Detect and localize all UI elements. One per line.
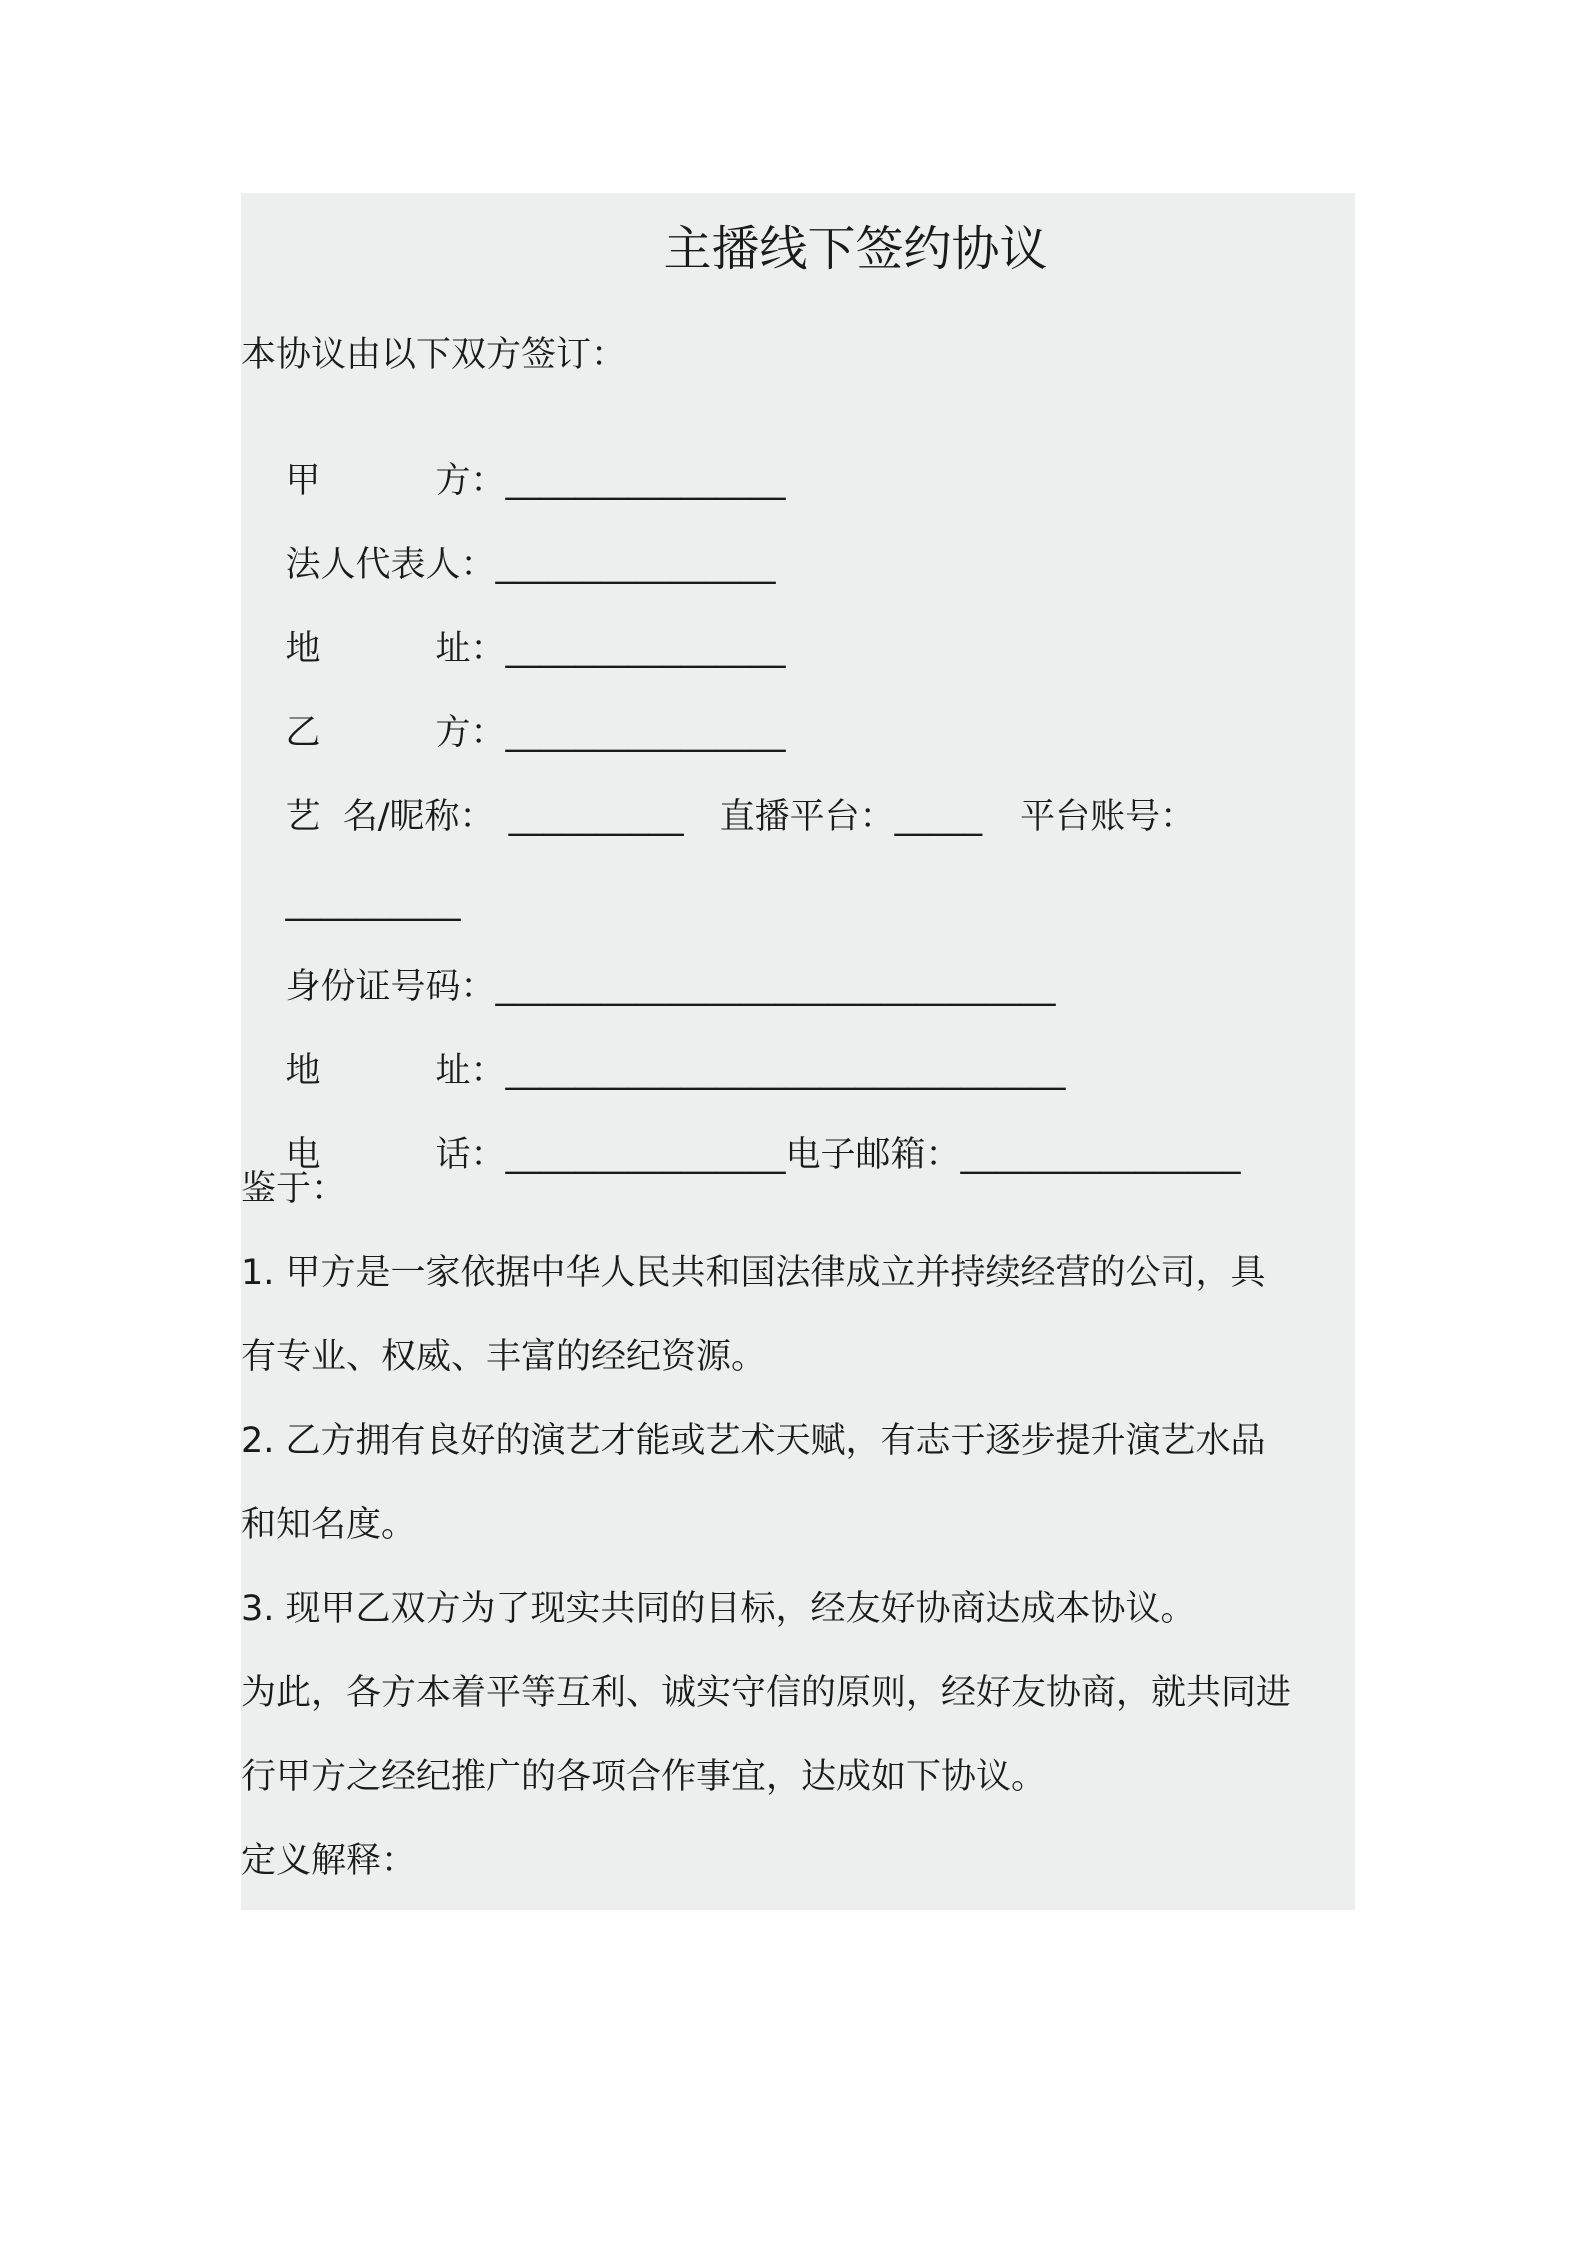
id-number-blank[interactable]: ________________________________ [495, 967, 1056, 1007]
account-label: 平台账号： [1020, 797, 1196, 837]
party-b-address-label-first: 地 [285, 1051, 321, 1091]
clause-3: 3. 现甲乙双方为了现实共同的目标，经友好协商达成本协议。 [241, 1589, 1196, 1629]
party-a-address-label-last: 址： [435, 629, 506, 669]
email-blank[interactable]: ________________ [960, 1135, 1241, 1175]
party-a-label-first: 甲 [285, 461, 321, 501]
id-number-label: 身份证号码： [285, 967, 496, 1007]
whereas-label: 鉴于： [241, 1169, 347, 1209]
document-title: 主播线下签约协议 [663, 221, 1048, 277]
phone-blank[interactable]: ________________ [505, 1135, 786, 1175]
document-page [241, 193, 1355, 1910]
definitions-label: 定义解释： [241, 1841, 417, 1881]
phone-label-first: 电 [285, 1135, 321, 1175]
legal-rep-label: 法人代表人： [285, 545, 496, 585]
clause-1-line-1: 1. 甲方是一家依据中华人民共和国法律成立并持续经营的公司，具 [241, 1253, 1266, 1293]
party-b-label-last: 方： [435, 713, 506, 753]
account-blank[interactable]: __________ [285, 882, 461, 922]
platform-blank[interactable]: _____ [894, 797, 983, 837]
email-label: 电子邮箱： [785, 1135, 961, 1175]
closing-line-1: 为此，各方本着平等互利、诚实守信的原则，经好友协商，就共同进 [241, 1673, 1292, 1713]
clause-1-line-2: 有专业、权威、丰富的经纪资源。 [241, 1337, 767, 1377]
party-a-address-label-first: 地 [285, 629, 321, 669]
stage-name-blank[interactable]: __________ [508, 797, 684, 837]
clause-2-line-1: 2. 乙方拥有良好的演艺才能或艺术天赋，有志于逐步提升演艺水品 [241, 1421, 1266, 1461]
party-b-address-blank[interactable]: ________________________________ [505, 1051, 1066, 1091]
party-b-blank[interactable]: ________________ [505, 713, 786, 753]
platform-label: 直播平台： [719, 797, 895, 837]
party-a-blank[interactable]: ________________ [505, 461, 786, 501]
phone-label-last: 话： [435, 1135, 506, 1175]
closing-line-2: 行甲方之经纪推广的各项合作事宜，达成如下协议。 [241, 1757, 1047, 1797]
party-b-address-label-last: 址： [435, 1051, 506, 1091]
party-a-label-last: 方： [435, 461, 506, 501]
party-a-address-blank[interactable]: ________________ [505, 629, 786, 669]
phone-email-row [241, 1089, 1241, 1221]
clause-2-line-2: 和知名度。 [241, 1505, 417, 1545]
intro-text: 本协议由以下双方签订： [241, 335, 627, 375]
legal-rep-blank[interactable]: ________________ [495, 545, 776, 585]
stage-name-label: 艺 名/昵称： [285, 797, 495, 837]
party-b-label-first: 乙 [285, 713, 321, 753]
